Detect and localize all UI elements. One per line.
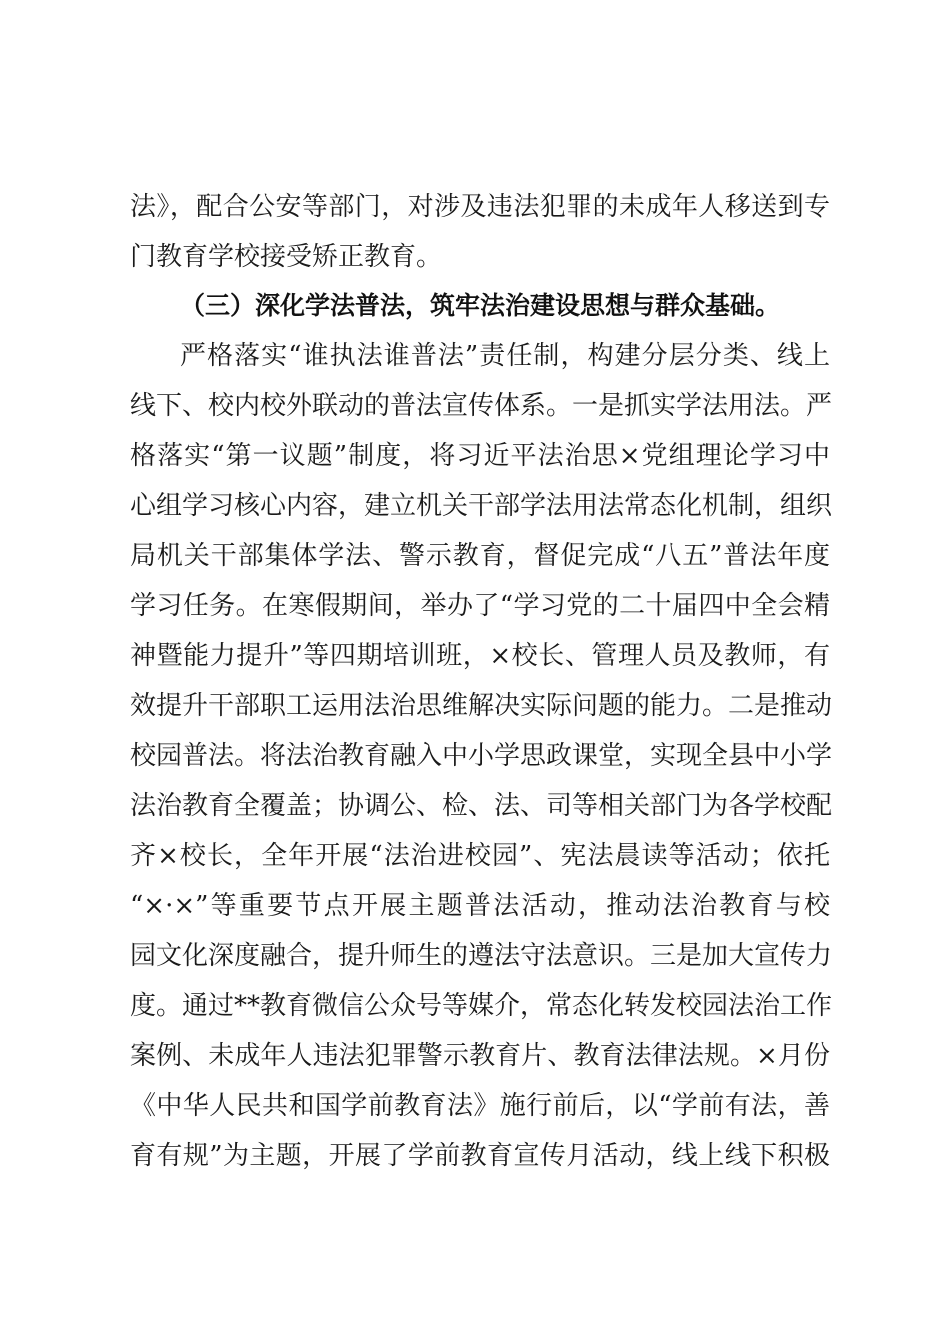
body-line-14: 齐×校长，全年开展“法治进校园”、宪法晨读等活动；依托 bbox=[130, 841, 830, 871]
body-line-4: 严格落实“谁执法谁普法”责任制，构建分层分类、线上 bbox=[180, 341, 830, 371]
section-heading: （三）深化学法普法，筑牢法治建设思想与群众基础。 bbox=[180, 291, 781, 320]
body-line-11: 效提升干部职工运用法治思维解决实际问题的能力。二是推动 bbox=[130, 691, 833, 721]
body-line-8: 局机关干部集体学法、警示教育，督促完成“八五”普法年度 bbox=[130, 541, 830, 571]
body-line-1: 法》，配合公安等部门，对涉及违法犯罪的未成年人移送到专 bbox=[130, 192, 830, 222]
body-line-10: 神暨能力提升”等四期培训班，×校长、管理人员及教师，有 bbox=[130, 641, 830, 671]
body-line-20: 育有规”为主题，开展了学前教育宣传月活动，线上线下积极 bbox=[130, 1141, 830, 1171]
body-line-13: 法治教育全覆盖；协调公、检、法、司等相关部门为各学校配 bbox=[130, 791, 833, 821]
body-line-18: 案例、未成年人违法犯罪警示教育片、教育法律法规。×月份 bbox=[130, 1041, 830, 1071]
body-line-16: 园文化深度融合，提升师生的遵法守法意识。三是加大宣传力 bbox=[130, 941, 833, 971]
body-line-6: 格落实“第一议题”制度，将习近平法治思×党组理论学习中 bbox=[130, 441, 830, 471]
body-line-7: 心组学习核心内容，建立机关干部学法用法常态化机制，组织 bbox=[130, 491, 833, 521]
body-line-19: 《中华人民共和国学前教育法》施行前后，以“学前有法，善 bbox=[130, 1091, 830, 1121]
body-line-17: 度。通过**教育微信公众号等媒介，常态化转发校园法治工作 bbox=[130, 991, 833, 1021]
body-line-5: 线下、校内校外联动的普法宣传体系。一是抓实学法用法。严 bbox=[130, 391, 833, 421]
body-line-9: 学习任务。在寒假期间，举办了“学习党的二十届四中全会精 bbox=[130, 591, 830, 621]
body-line-2: 门教育学校接受矫正教育。 bbox=[130, 242, 443, 272]
body-line-12: 校园普法。将法治教育融入中小学思政课堂，实现全县中小学 bbox=[130, 741, 833, 771]
body-line-15: “×·×”等重要节点开展主题普法活动，推动法治教育与校 bbox=[130, 891, 830, 921]
